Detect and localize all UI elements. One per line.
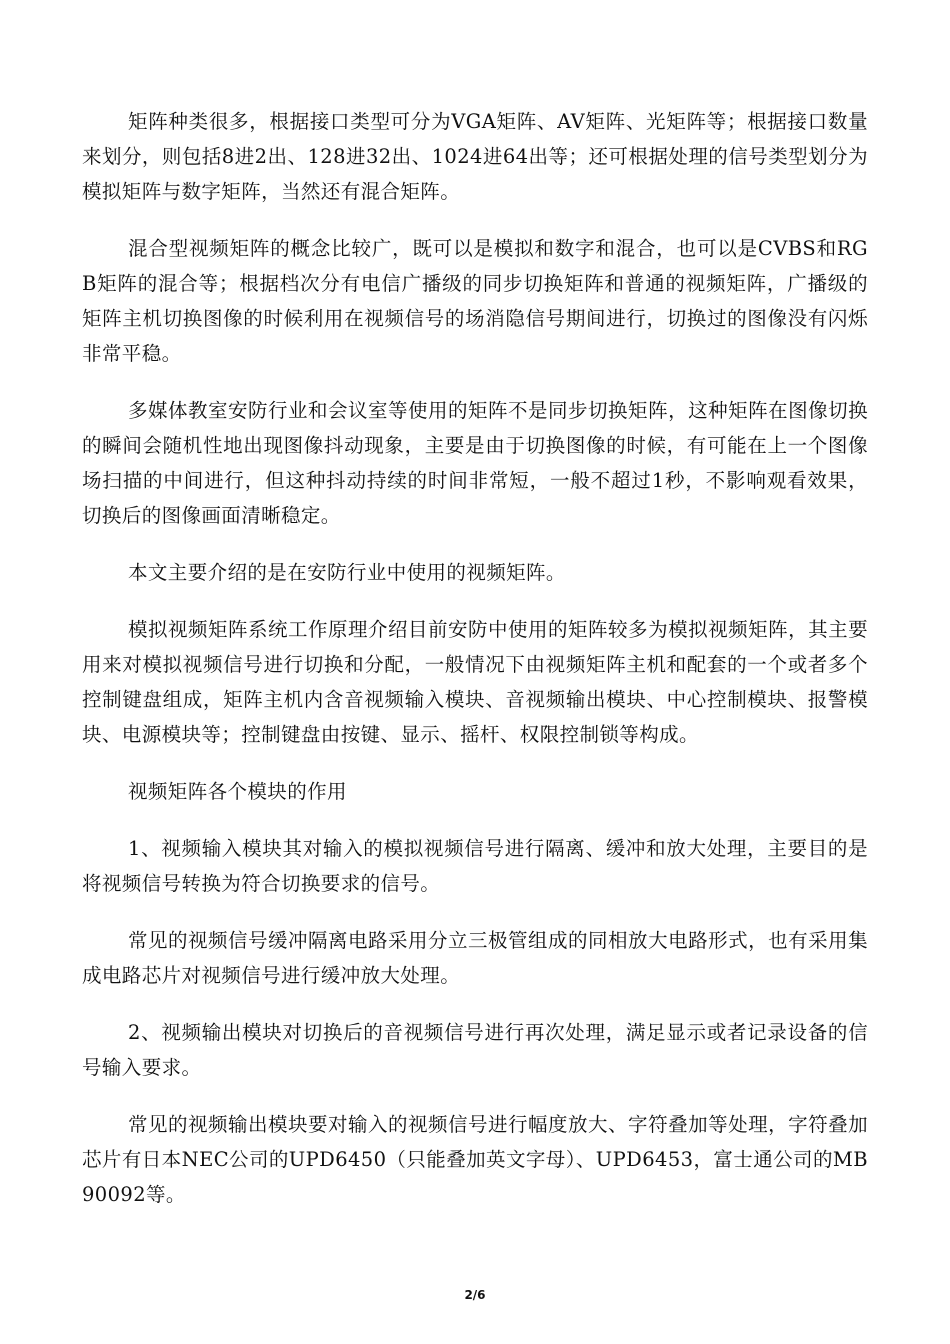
paragraph-input-buffer-circuit: 常见的视频信号缓冲隔离电路采用分立三极管组成的同相放大电路形式，也有采用集成电路芯片对视频信号进行缓冲放大处理。 [82,929,868,987]
paragraph-module-functions-heading: 视频矩阵各个模块的作用 [128,780,347,803]
paragraph-analog-matrix-principle: 模拟视频矩阵系统工作原理介绍目前安防中使用的矩阵较多为模拟视频矩阵，其主要用来对模拟视频信号进行切换和分配，一般情况下由视频矩阵主机和配套的一个或者多个控制键盘组成，矩阵主机内含音视频输入模块、音视频输出模块、中心控制模块、报警模块、电源模块等；控制键盘由按键、显示、摇杆、权限控制锁等构成。 [82,618,868,746]
paragraph-input-module: 1、视频输入模块其对输入的模拟视频信号进行隔离、缓冲和放大处理，主要目的是将视频信号转换为符合切换要求的信号。 [82,837,868,895]
paragraph-matrix-types: 矩阵种类很多，根据接口类型可分为VGA矩阵、AV矩阵、光矩阵等；根据接口数量来划分，则包括8进2出、128进32出、1024进64出等；还可根据处理的信号类型划分为模拟矩阵与数字矩阵，当然还有混合矩阵。 [82,110,868,203]
paragraph-output-module: 2、视频输出模块对切换后的音视频信号进行再次处理，满足显示或者记录设备的信号输入要求。 [82,1021,868,1079]
paragraph-non-sync-matrix: 多媒体教室安防行业和会议室等使用的矩阵不是同步切换矩阵，这种矩阵在图像切换的瞬间会随机性地出现图像抖动现象，主要是由于切换图像的时候，有可能在上一个图像场扫描的中间进行，但这种抖动持续的时间非常短，一般不超过1秒，不影响观看效果，切换后的图像画面清晰稳定。 [82,399,868,527]
page-number: 2/6 [464,1288,486,1302]
paragraph-article-scope: 本文主要介绍的是在安防行业中使用的视频矩阵。 [128,561,566,584]
paragraph-output-overlay-chips: 常见的视频输出模块要对输入的视频信号进行幅度放大、字符叠加等处理，字符叠加芯片有日本NEC公司的UPD6450（只能叠加英文字母）、UPD6453，富士通公司的MB90092等。 [82,1113,868,1206]
paragraph-hybrid-matrix: 混合型视频矩阵的概念比较广，既可以是模拟和数字和混合，也可以是CVBS和RGB矩阵的混合等；根据档次分有电信广播级的同步切换矩阵和普通的视频矩阵，广播级的矩阵主机切换图像的时候利用在视频信号的场消隐信号期间进行，切换过的图像没有闪烁非常平稳。 [82,237,868,365]
document-body [82,104,868,1234]
